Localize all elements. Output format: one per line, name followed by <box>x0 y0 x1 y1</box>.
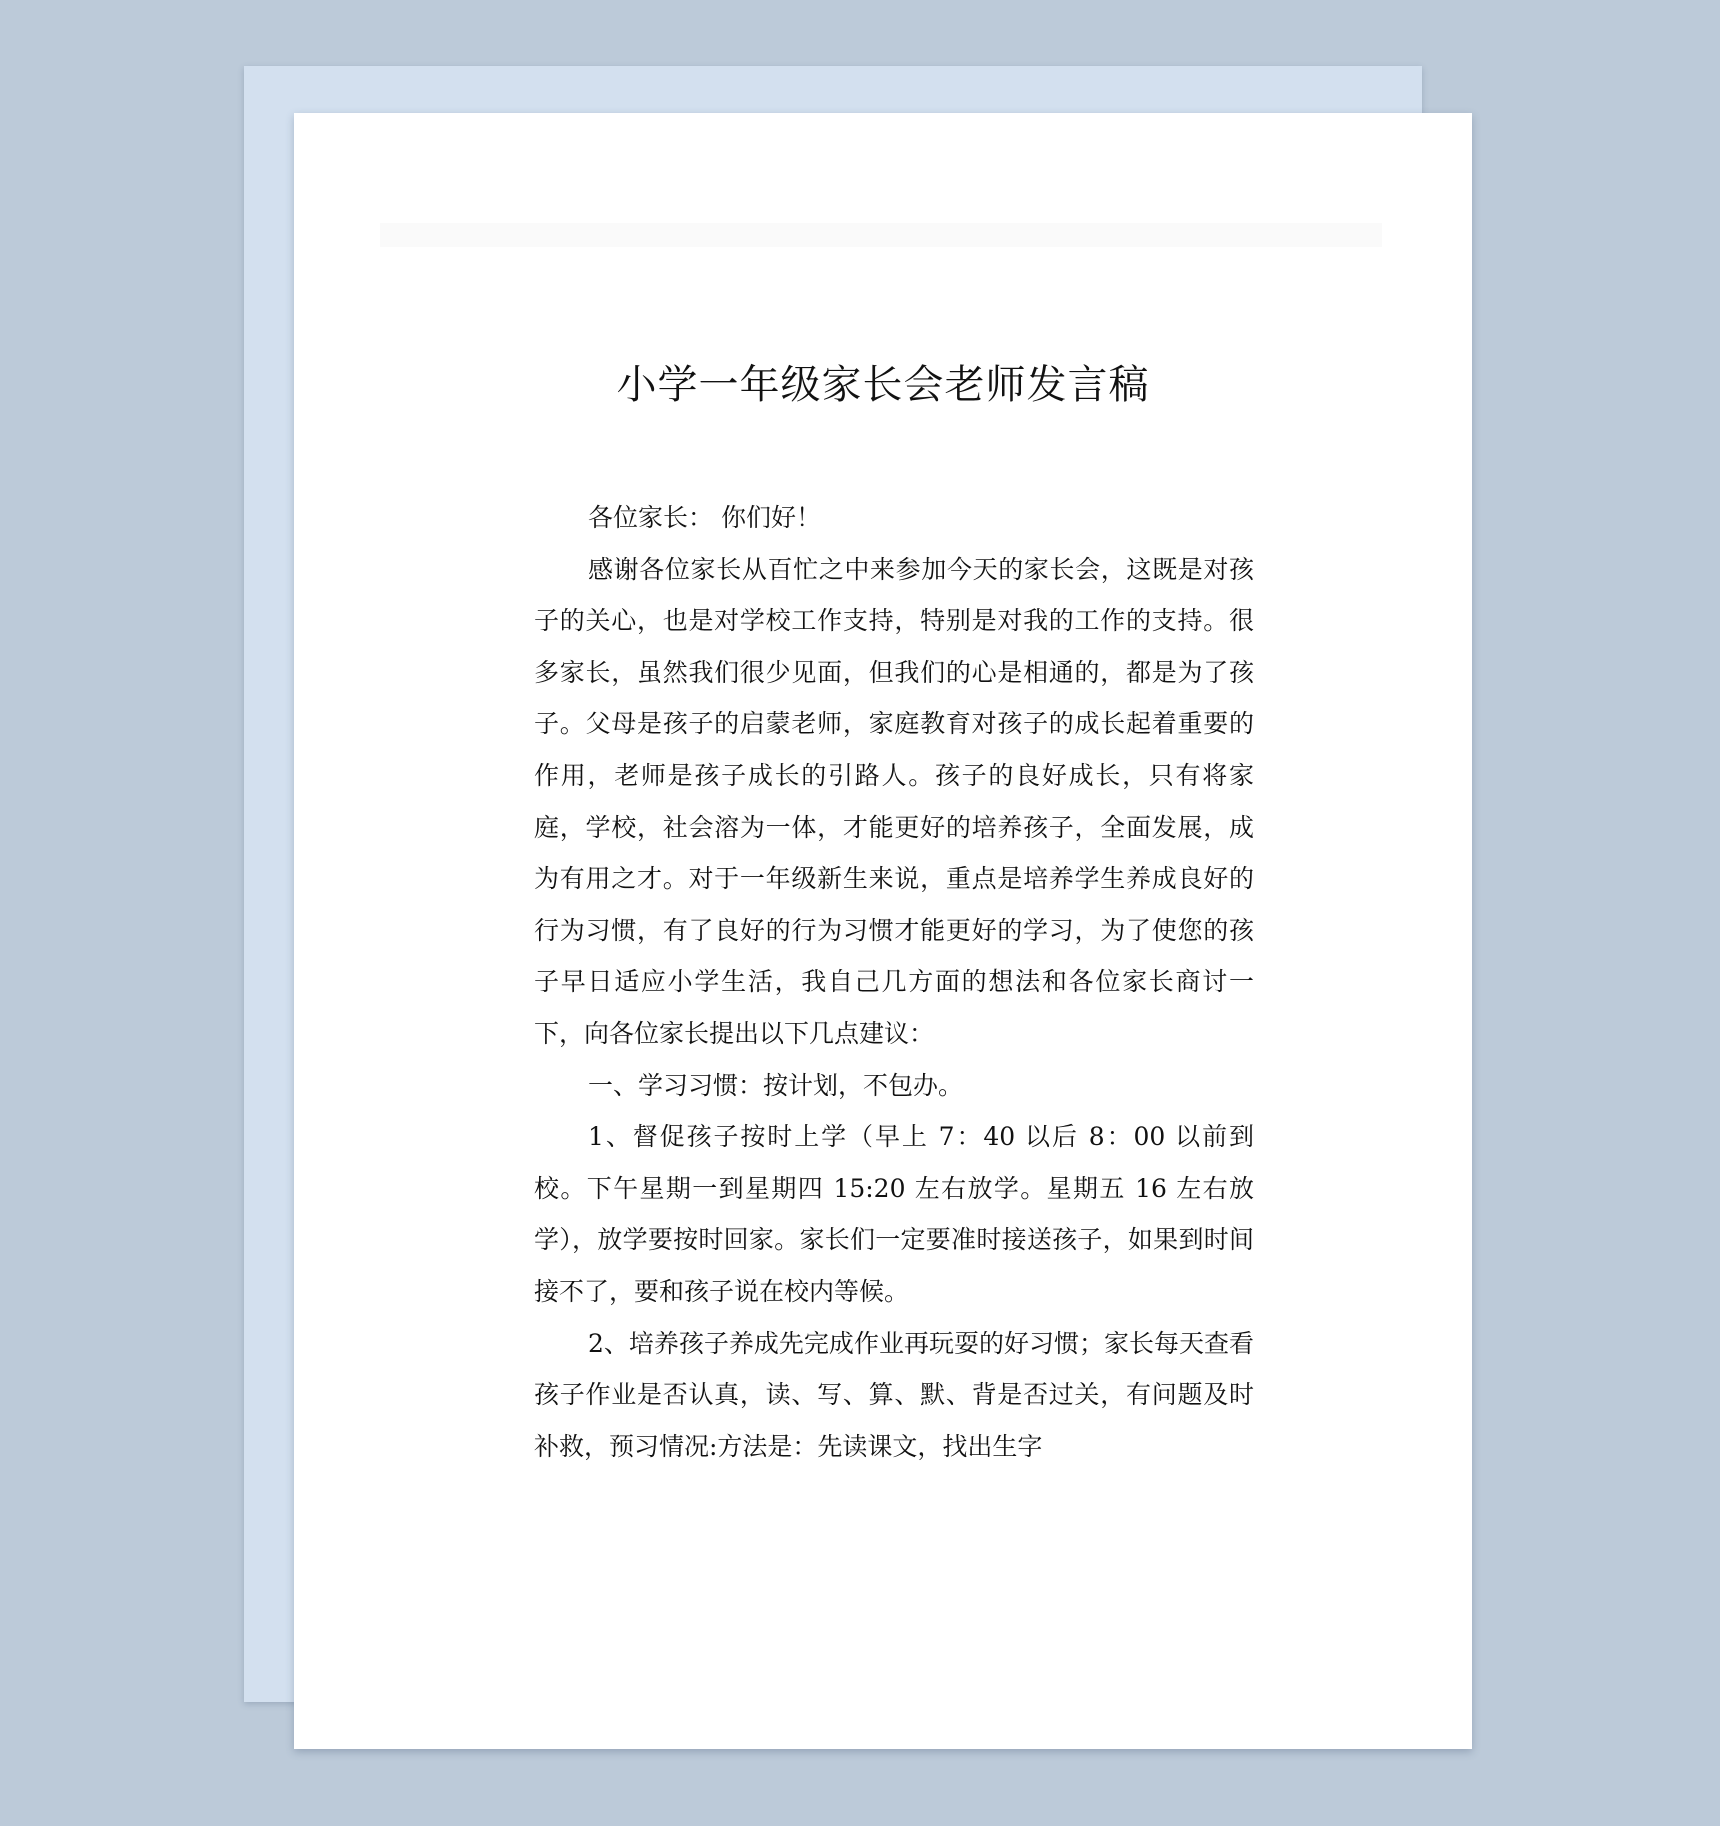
section-heading: 一、学习习惯：按计划，不包办。 <box>588 1070 964 1100</box>
greeting-paragraph: 各位家长： 你们好！ <box>588 503 821 532</box>
item-2-paragraph: 2、培养孩子养成先完成作业再玩耍的好习惯；家长每天查看孩子作业是否认真，读、写、算、默、背是否过关，有问题及时补救，预习情况:方法是：先读课文，找出生字 <box>534 1328 1254 1461</box>
item-1-paragraph: 1、督促孩子按时上学（早上 7：40 以后 8：00 以前到校。下午星期一到星期四 15:20 左右放学。星期五 16 左右放学），放学要按时回家。家长们一定要准时接送孩子，如果到时间接不了，要和孩子说在校内等候。 <box>534 1122 1254 1306</box>
document-title: 小学一年级家长会老师发言稿 <box>616 362 1150 408</box>
header-band <box>380 223 1382 247</box>
intro-paragraph: 感谢各位家长从百忙之中来参加今天的家长会，这既是对孩子的关心，也是对学校工作支持，特别是对我的工作的支持。很多家长，虽然我们很少见面，但我们的心是相通的，都是为了孩子。父母是孩子的启蒙老师，家庭教育对孩子的成长起着重要的作用，老师是孩子成长的引路人。孩子的良好成长，只有将家庭，学校，社会溶为一体，才能更好的培养孩子，全面发展，成为有用之才。对于一年级新生来说，重点是培养学生养成良好的行为习惯，有了良好的行为习惯才能更好的学习，为了使您的孩子早日适应小学生活，我自己几方面的想法和各位家长商讨一下，向各位家长提出以下几点建议： <box>534 554 1254 1048</box>
document-page <box>294 113 1472 1749</box>
document-body <box>534 492 1254 1472</box>
